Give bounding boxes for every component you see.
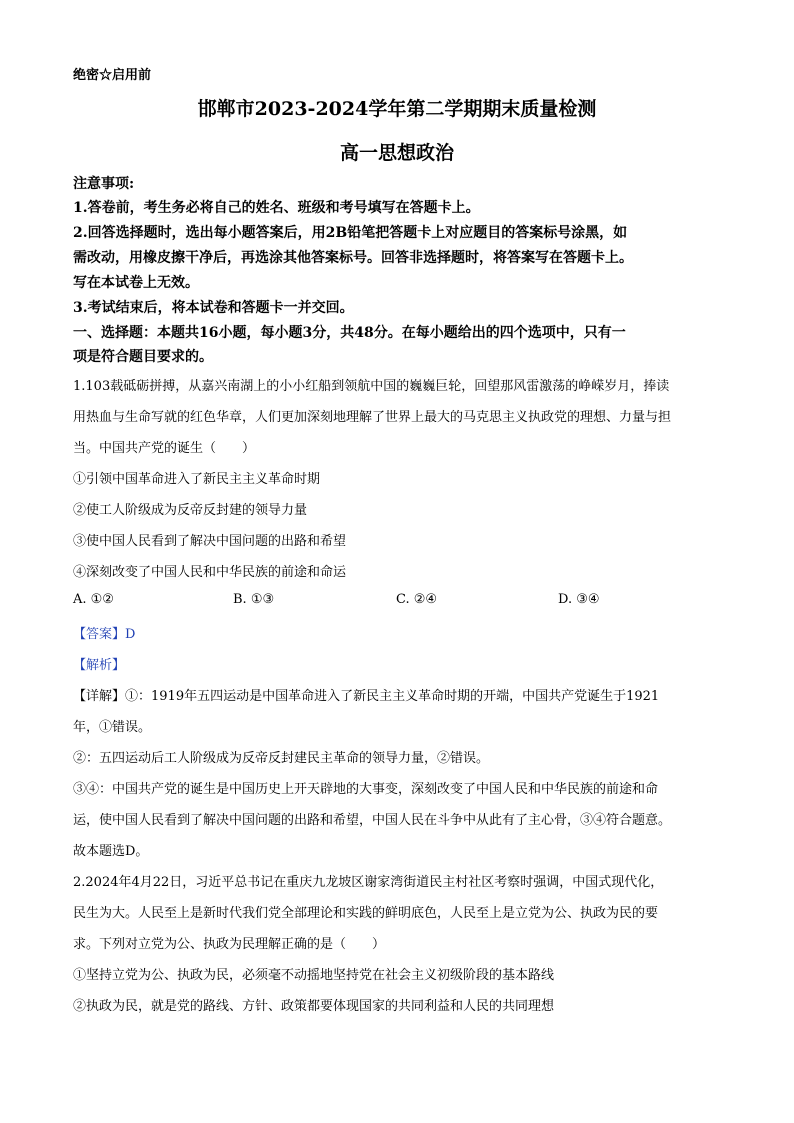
q2-statement-1: ①坚持立党为公、执政为民，必须毫不动摇地坚持党在社会主义初级阶段的基本路线 <box>73 968 555 983</box>
q1-option-c: C. ②④ <box>396 592 438 607</box>
q1-detail-34-line-2: 运，使中国人民看到了解决中国问题的出路和希望，中国人民在斗争中从此有了主心骨，③④符合题意。 <box>73 813 672 828</box>
q1-conclusion: 故本题选D。 <box>73 844 149 859</box>
q2-stem-line-2: 民生为大。人民至上是新时代我们党全部理论和实践的鲜明底色，人民至上是立党为公、执政为民的要 <box>73 906 659 921</box>
q1-answer: 【答案】D <box>73 627 136 642</box>
q1-analysis-label: 【解析】 <box>73 658 126 673</box>
q1-detail-2: ②：五四运动后工人阶级成为反帝反封建民主革命的领导力量，②错误。 <box>73 751 490 766</box>
q1-statement-2: ②使工人阶级成为反帝反封建的领导力量 <box>73 503 308 518</box>
q1-stem-line-1: 1.103载砥砺拼搏，从嘉兴南湖上的小小红船到领航中国的巍巍巨轮，回望那风雷激荡的峥嵘岁月，捧读 <box>73 379 670 394</box>
q2-stem-line-3: 求。下列对立党为公、执政为民理解正确的是（ ） <box>73 937 386 952</box>
q1-statement-3: ③使中国人民看到了解决中国问题的出路和希望 <box>73 534 347 549</box>
note-item-1: 1.答卷前，考生务必将自己的姓名、班级和考号填写在答题卡上。 <box>73 200 480 216</box>
section-1-line-1: 一、选择题：本题共16小题，每小题3分，共48分。在每小题给出的四个选项中，只有一 <box>73 325 626 341</box>
q2-statement-2: ②执政为民，就是党的路线、方针、政策都要体现国家的共同利益和人民的共同理想 <box>73 999 555 1014</box>
q1-detail-line-1: 【详解】①：1919年五四运动是中国革命进入了新民主主义革命时期的开端，中国共产党诞生于1921 <box>73 689 660 704</box>
secret-label: 绝密☆启用前 <box>73 68 152 83</box>
q1-stem-line-2: 用热血与生命写就的红色华章，人们更加深刻地理解了世界上最大的马克思主义执政党的理想、力量与担 <box>73 410 672 425</box>
q1-option-d: D. ③④ <box>558 592 600 607</box>
exam-title: 邯郸市2023-2024学年第二学期期末质量检测 <box>197 98 597 120</box>
q1-detail-line-2: 年，①错误。 <box>73 720 152 735</box>
note-item-2-line-3: 写在本试卷上无效。 <box>73 275 199 291</box>
section-1-line-2: 项是符合题目要求的。 <box>73 349 213 365</box>
q1-statement-4: ④深刻改变了中国人民和中华民族的前途和命运 <box>73 565 347 580</box>
q1-statement-1: ①引领中国革命进入了新民主主义革命时期 <box>73 472 321 487</box>
q1-stem-line-3: 当。中国共产党的诞生（ ） <box>73 441 256 456</box>
note-item-2-line-1: 2.回答选择题时，选出每小题答案后，用2B铅笔把答题卡上对应题目的答案标号涂黑，如 <box>73 225 628 241</box>
q1-option-a: A. ①② <box>73 592 114 607</box>
note-item-3: 3.考试结束后，将本试卷和答题卡一并交回。 <box>73 300 354 316</box>
exam-subtitle: 高一思想政治 <box>339 142 454 164</box>
q1-detail-34-line-1: ③④：中国共产党的诞生是中国历史上开天辟地的大事变，深刻改变了中国人民和中华民族的前途和命 <box>73 782 659 797</box>
q2-stem-line-1: 2.2024年4月22日，习近平总书记在重庆九龙坡区谢家湾街道民主村社区考察时强调，中国式现代化， <box>73 875 664 890</box>
note-item-2-line-2: 需改动，用橡皮擦干净后，再选涂其他答案标号。回答非选择题时，将答案写在答题卡上。 <box>73 250 633 266</box>
q1-option-b: B. ①③ <box>233 592 275 607</box>
notes-heading: 注意事项: <box>73 176 135 192</box>
